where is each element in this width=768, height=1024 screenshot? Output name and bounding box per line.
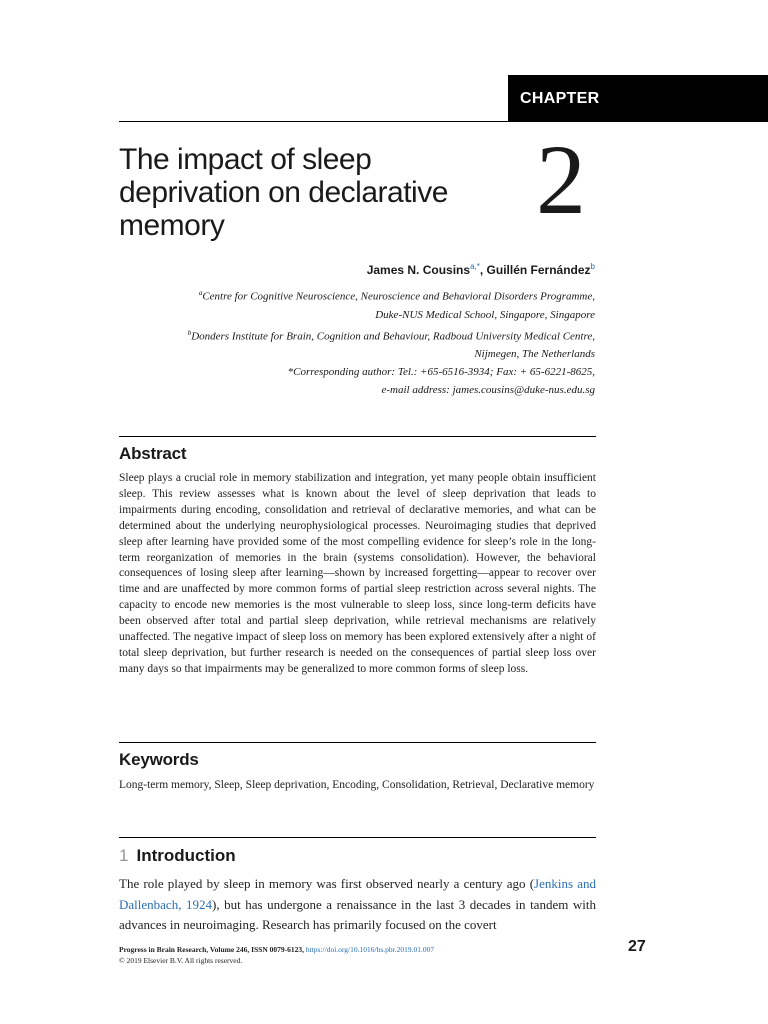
citation-link[interactable]: Jenkins and Dallenbach, 1924 <box>119 876 596 912</box>
copyright-notice: © 2019 Elsevier B.V. All rights reserved. <box>119 956 243 965</box>
affiliation-b-line-2: Nijmegen, The Netherlands <box>474 348 595 361</box>
doi-link[interactable]: https://doi.org/10.1016/bs.pbr.2019.01.007 <box>305 945 435 954</box>
abstract-rule <box>119 436 596 437</box>
chapter-number: 2 <box>536 124 586 235</box>
title-line-2: deprivation on declarative <box>119 176 448 209</box>
author-1-affiliation-mark[interactable]: a,* <box>470 262 480 271</box>
article-title <box>119 143 499 242</box>
author-email: e-mail address: james.cousins@duke-nus.edu.sg <box>381 384 595 397</box>
affiliation-b-mark: b <box>187 328 192 337</box>
author-2-name: Guillén Fernández <box>486 263 591 277</box>
corresponding-author: *Corresponding author: Tel.: +65-6516-3934; Fax: + 65-6221-8625, <box>287 366 595 379</box>
intro-text-end: ), but has undergone a renaissance in the last 3 decades in tandem with advances in neuroimaging. Research has primarily focused on the covert <box>119 896 596 932</box>
abstract-text: Sleep plays a crucial role in memory stabilization and integration, yet many people obtain insufficient sleep. This review assesses what is known about the level of sleep deprivation that leads to impairments during encoding, consolidation and retrieval of declarative memories, and what can be determined about the underlying neurophysiological processes. Neuroimaging studies that deprived sleep after learning have provided some of the most compelling evidence for sleep’s role in the long-term reorganization of memories in the brain (systems consolidation). However, the behavioral consequences of losing sleep after learning—shown by increased forgetting—appear to recover over time and are unaffected by more common forms of partial sleep restriction across several nights. The capacity to encode new memories is the most vulnerable to sleep loss, since long-term deficits have been observed after total and partial sleep deprivation, while retrieval mechanisms are relatively unaffected. The negative impact of sleep loss on memory has been explored extensively after a night of total sleep deprivation, but further research is needed on the consequences of partial sleep loss over many days so that impairments may be generalized to more common forms of sleep loss. <box>119 472 596 675</box>
affiliation-a-line-2: Duke-NUS Medical School, Singapore, Singapore <box>375 308 595 321</box>
affiliation-a-line-1 <box>115 284 595 306</box>
introduction-rule <box>119 837 596 838</box>
page-number: 27 <box>628 938 646 955</box>
journal-info <box>119 944 434 955</box>
affiliation-b-line-1 <box>115 324 595 346</box>
intro-text-start: The role played by sleep in memory was first observed nearly a century ago ( <box>119 876 535 891</box>
title-line-1: The impact of sleep <box>119 143 372 176</box>
author-separator: , <box>479 263 487 277</box>
author-2-affiliation-mark[interactable]: b <box>590 262 595 271</box>
header-rule <box>119 121 508 122</box>
introduction-title: Introduction <box>136 846 236 865</box>
abstract-heading: Abstract <box>119 444 187 463</box>
affiliation-b-text: Donders Institute for Brain, Cognition and Behaviour, Radboud University Medical Centre, <box>191 330 595 343</box>
keywords-text: Long-term memory, Sleep, Sleep deprivation, Encoding, Consolidation, Retrieval, Declarative memory <box>119 779 595 791</box>
affiliations <box>115 284 595 399</box>
title-line-3: memory <box>119 209 225 242</box>
affiliation-a-mark: a <box>198 289 203 297</box>
affiliation-a-text: Centre for Cognitive Neuroscience, Neuroscience and Behavioral Disorders Programme, <box>202 290 595 303</box>
section-number: 1 <box>119 846 129 865</box>
page-footer <box>119 944 434 966</box>
keywords-rule <box>119 742 596 743</box>
author-list <box>367 262 595 277</box>
journal-citation: Progress in Brain Research, Volume 246, ISSN 0079-6123, <box>119 945 305 954</box>
keywords-heading: Keywords <box>119 750 199 769</box>
author-1-name: James N. Cousins <box>366 263 471 277</box>
introduction-heading <box>119 846 236 866</box>
introduction-text <box>119 874 596 936</box>
chapter-label: CHAPTER <box>520 90 600 107</box>
